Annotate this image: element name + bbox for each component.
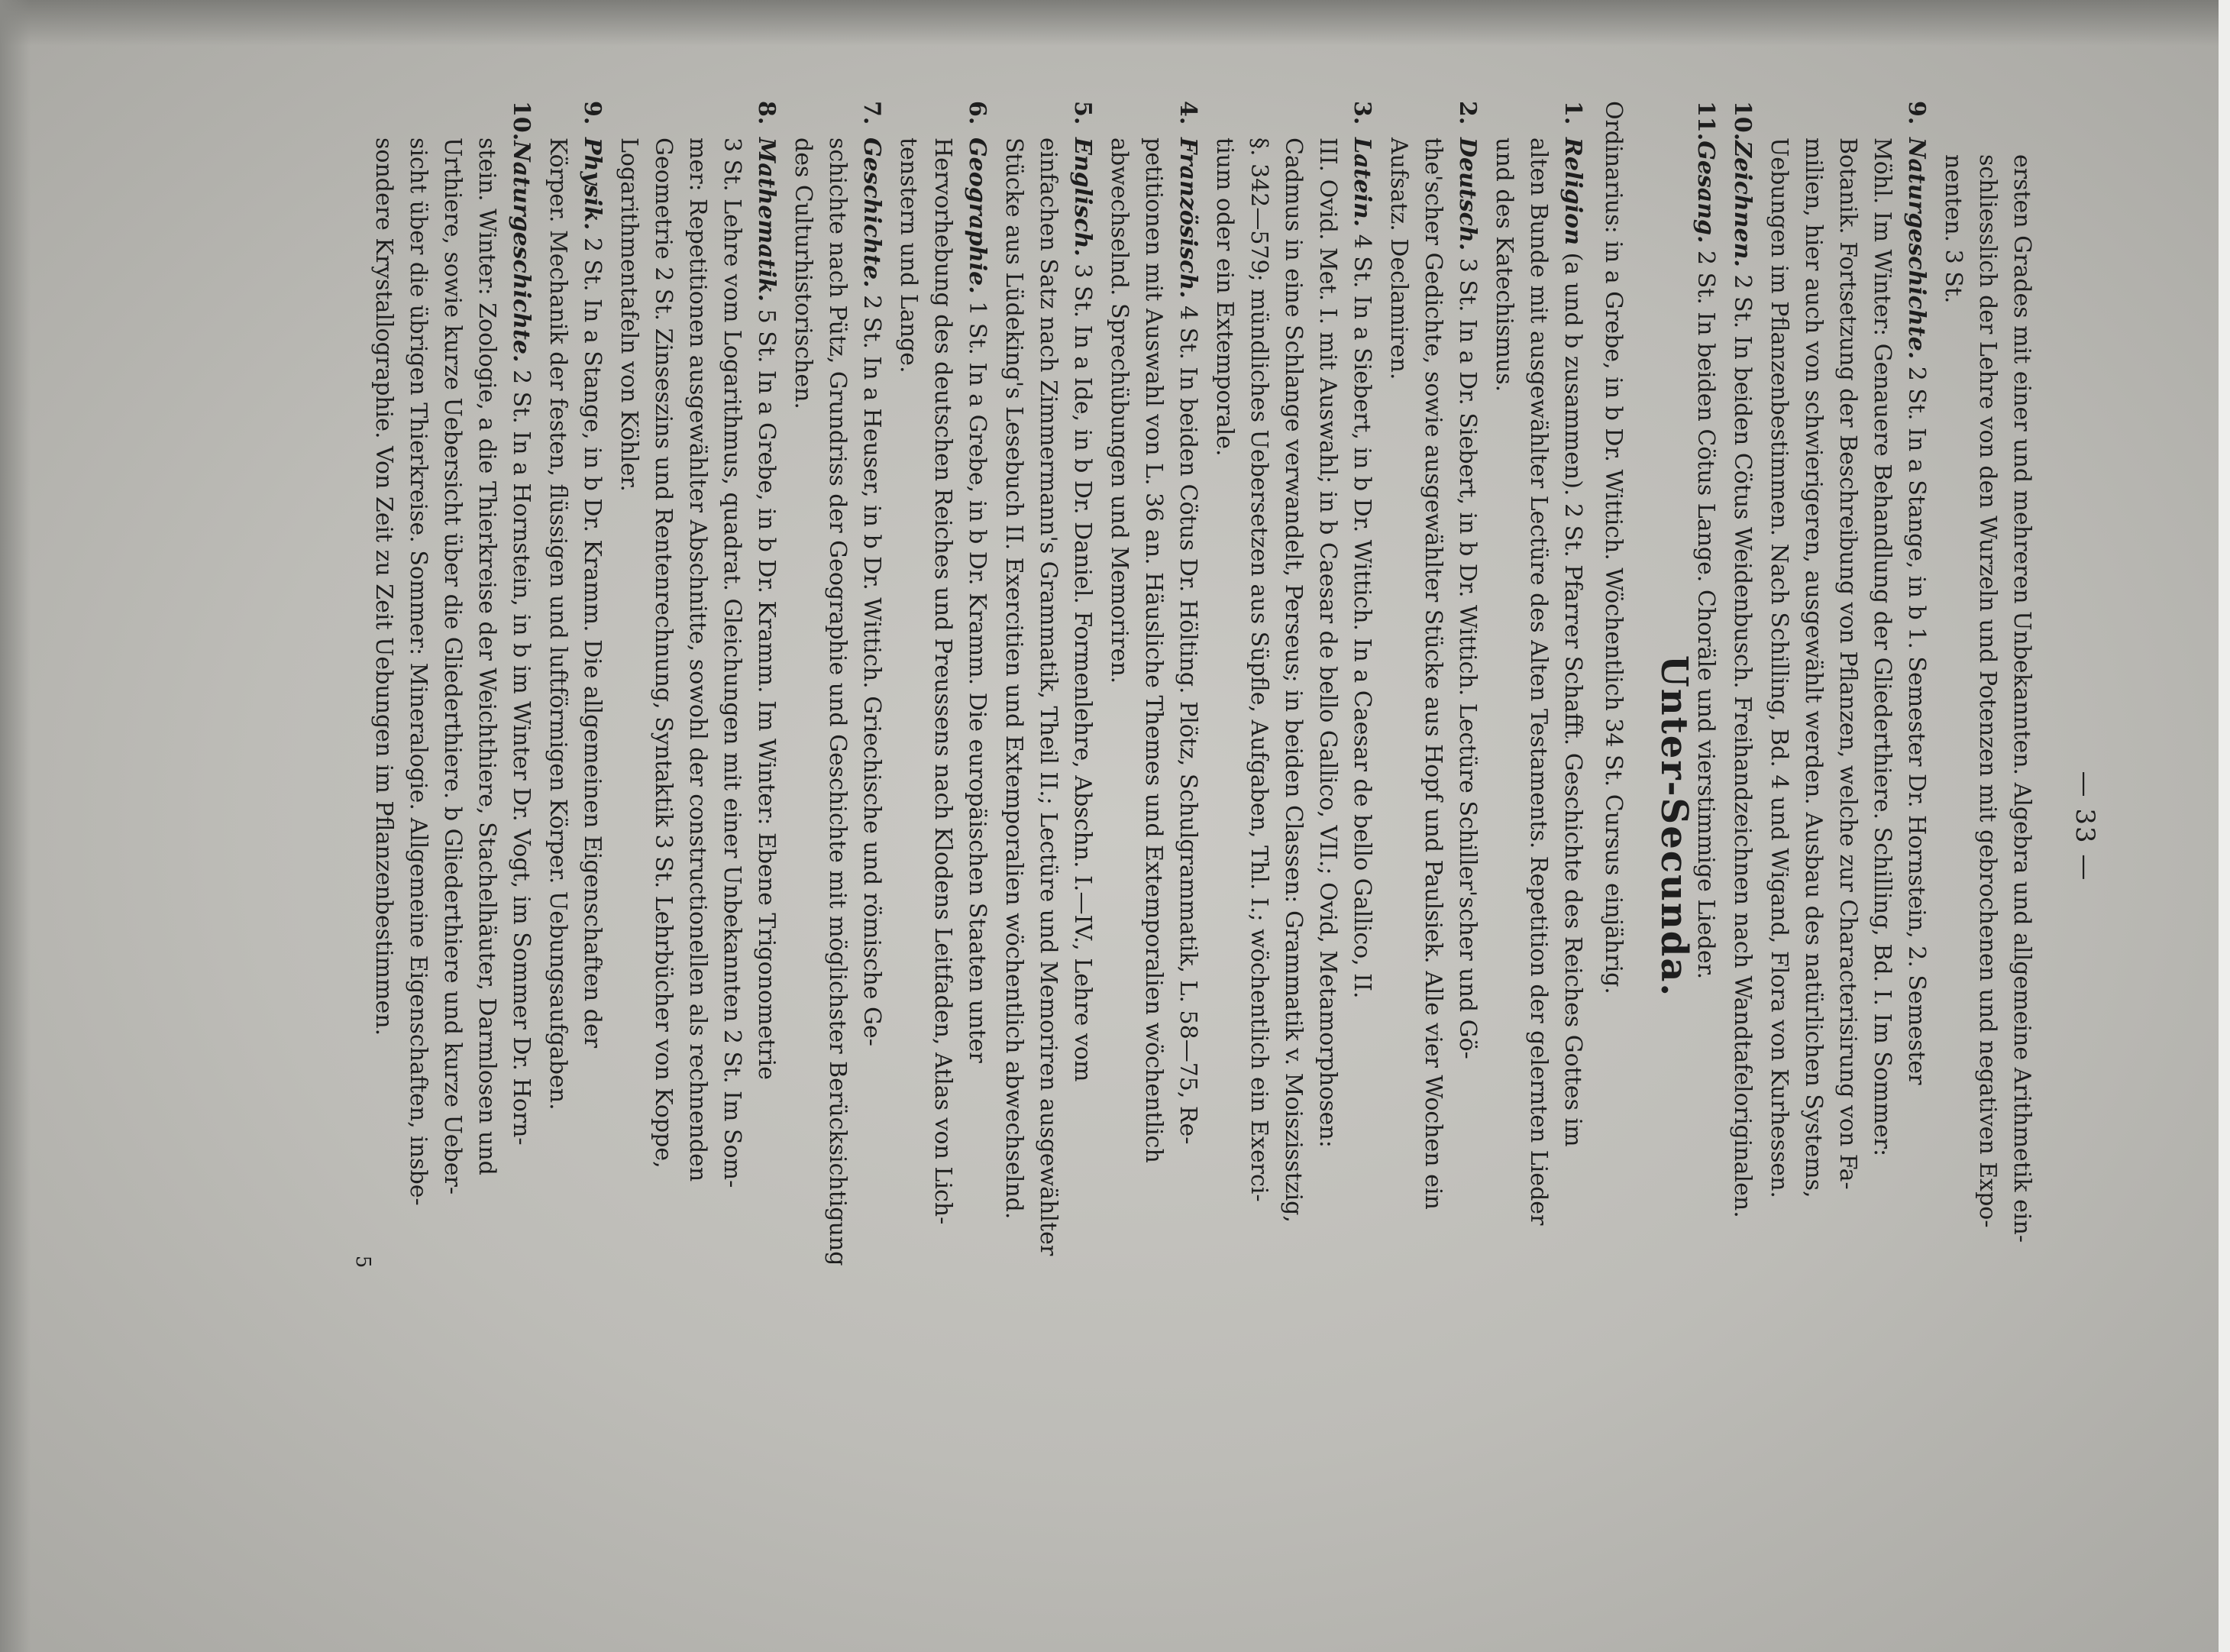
subject-number: 4. bbox=[1175, 101, 1201, 125]
intro-line: ersten Grades mit einer und mehreren Unbekannten. Algebra und allgemeine Arithmetik ein- bbox=[2009, 154, 2035, 1243]
subject-text: 2 St. In a Heuser, in b Dr. Wittich. Griechische und römische Ge- bbox=[858, 295, 885, 1046]
subject-line bbox=[960, 101, 994, 1552]
subject-entry bbox=[1382, 101, 1485, 1552]
subject-entry bbox=[541, 101, 609, 1552]
subject-text: 1 St. In a Grebe, in b Dr. Kramm. Die europäischen Staaten unter bbox=[964, 301, 991, 1063]
subject-line: §. 342—579; mündliches Uebersetzen aus Süpfle, Aufgaben, Thl. I.; wöchentlich ein Exerci- bbox=[1246, 137, 1272, 1202]
subject-line: Urthiere, sowie kurze Uebersicht über die Gliederthiere. b Gliederthiere und kurze Ueber- bbox=[439, 137, 466, 1195]
subject-line: Cadmus in eine Schlange verwandelt, Perseus; in beiden Classen: Grammatik v. Moiszisstzig, bbox=[1280, 137, 1307, 1223]
subject-line: mer: Repetitionen ausgewählter Abschnitte, sowohl der constructionellen als rechnenden bbox=[684, 137, 711, 1182]
rotated-document-page bbox=[61, 47, 2169, 1605]
subject-text: 2 St. In beiden Cötus Weidenbusch. Freihandzeichnen nach Wandtafeloriginalen. bbox=[1729, 274, 1756, 1218]
subject-text: 4 St. In a Siebert, in b Dr. Wittich. In a Caesar de bello Gallico, II. bbox=[1349, 234, 1375, 999]
subject-line bbox=[1899, 101, 1934, 1552]
scan-left-shadow bbox=[0, 0, 31, 1652]
subject-name: Französisch. bbox=[1175, 137, 1201, 299]
page-number: — 33 — bbox=[2070, 771, 2100, 882]
subject-line: stein. Winter: Zoologie, a die Thierkreise der Weichthiere, Stachelhäuter, Darmlosen und bbox=[473, 137, 500, 1175]
subject-line bbox=[1556, 101, 1590, 1552]
subject-text: 3 St. In a Dr. Siebert, in b Dr. Wittich. Lectüre Schiller'scher und Gö- bbox=[1454, 257, 1481, 1059]
scan-top-shadow bbox=[0, 0, 2230, 46]
subject-line: Hervorhebung des deutschen Reiches und Preussens nach Klodens Leitfaden, Atlas von Lich- bbox=[929, 137, 956, 1225]
subject-entry bbox=[997, 101, 1100, 1552]
subject-number: 5. bbox=[1069, 101, 1096, 125]
subject-entry bbox=[1725, 101, 1760, 1552]
subject-number: 7. bbox=[858, 101, 885, 125]
subject-line: alten Bunde mit ausgewählter Lectüre des Alten Testaments. Repetition der gelernten Lieder bbox=[1525, 137, 1552, 1226]
subject-number: 9. bbox=[1903, 101, 1930, 125]
intro-block bbox=[1936, 101, 2039, 1552]
subject-text: 2 St. In a Hornstein, in b im Winter Dr. Vogt, im Sommer Dr. Horn- bbox=[508, 369, 535, 1146]
subject-name: Geographie. bbox=[964, 137, 991, 294]
lower-section-list bbox=[367, 101, 1592, 1552]
subject-line: abwechselnd. Sprechübungen und Memoriren. bbox=[1106, 137, 1133, 684]
subject-number: 10. bbox=[1729, 101, 1756, 141]
subject-line: milien, hier auch von schwierigeren, ausgewählt werden. Ausbau des natürlichen Systems, bbox=[1800, 137, 1827, 1198]
subject-line bbox=[1065, 101, 1100, 1552]
subject-entry bbox=[786, 101, 889, 1552]
subject-entry bbox=[612, 101, 784, 1552]
subject-text: 3 St. In a Ide, in b Dr. Daniel. Formenlehre, Abschn. I.—IV., Lehre vom bbox=[1069, 263, 1096, 1082]
subject-number: 3. bbox=[1349, 101, 1375, 125]
subject-name: Naturgeschichte. bbox=[1903, 137, 1930, 360]
subject-line: the'scher Gedichte, sowie ausgewählter Stücke aus Hopf und Paulsiek. Alle vier Wochen ein bbox=[1420, 137, 1446, 1210]
subject-text: 2 St. In a Stange, in b Dr. Kramm. Die allgemeinen Eigenschaften der bbox=[579, 237, 606, 1049]
subject-line bbox=[1171, 101, 1205, 1552]
subject-line bbox=[1725, 101, 1760, 1552]
subject-number: 2. bbox=[1454, 101, 1481, 125]
subject-name: Latein. bbox=[1349, 137, 1375, 228]
subject-entry bbox=[891, 101, 994, 1552]
subject-text: 2 St. In a Stange, in b 1. Semester Dr. Hornstein, 2. Semester bbox=[1903, 366, 1930, 1085]
intro-line: schliesslich der Lehre von den Wurzeln und Potenzen mit gebrochenen und negativen Expo- bbox=[1974, 154, 2001, 1228]
subject-entry bbox=[1207, 101, 1379, 1552]
subject-number: 9. bbox=[579, 101, 606, 125]
subject-line: Aufsatz. Declamiren. bbox=[1385, 137, 1412, 380]
subject-name: Physik. bbox=[579, 137, 606, 231]
upper-section-list bbox=[1689, 101, 1936, 1552]
subject-entry bbox=[1487, 101, 1590, 1552]
subject-line: Geometrie 2 St. Zinseszins und Rentenrechnung, Syntaktik 3 St. Lehrbücher von Koppe, bbox=[650, 137, 677, 1169]
subject-text: 5 St. In a Grebe, in b Dr. Kramm. Im Winter: Ebene Trigonometrie bbox=[753, 309, 780, 1080]
scan-right-edge bbox=[2219, 0, 2230, 1652]
subject-line bbox=[1450, 101, 1485, 1552]
subject-name: Gesang. bbox=[1692, 141, 1719, 244]
subject-entry bbox=[367, 101, 538, 1552]
ordinarius-line: Ordinarius: in a Grebe, in b Dr. Wittich. Wöchentlich 34 St. Cursus einjährig. bbox=[1600, 101, 1627, 994]
subject-line: schichte nach Pütz, Grundriss der Geographie und Geschichte mit möglichster Berücksichtigung bbox=[824, 137, 851, 1266]
subject-name: Zeichnen. bbox=[1729, 141, 1756, 267]
subject-entry bbox=[1762, 101, 1934, 1552]
subject-line: Körper. Mechanik der festen, flüssigen und luftförmigen Körper. Uebungsaufgaben. bbox=[545, 137, 571, 1110]
subject-text: 4 St. In beiden Cötus Dr. Hölting. Plötz, Schulgrammatik, L. 58—75, Re- bbox=[1175, 306, 1201, 1145]
subject-text: (a und b zusammen). 2 St. Pfarrer Schafft. Geschichte des Reiches Gottes im bbox=[1559, 252, 1586, 1147]
subject-line: Logarithmentafeln von Köhler. bbox=[616, 137, 642, 492]
subject-line: und des Katechismus. bbox=[1491, 137, 1517, 393]
subject-line: einfachen Satz nach Zimmermann's Grammatik, Theil II.; Lectüre und Memoriren ausgewählter bbox=[1035, 137, 1062, 1256]
subject-line bbox=[1345, 101, 1379, 1552]
subject-line: tium oder ein Extemporale. bbox=[1211, 137, 1238, 457]
subject-line: Möhl. Im Winter: Genauere Behandlung der Gliederthiere. Schilling, Bd. I. Im Sommer: bbox=[1869, 137, 1896, 1157]
signature-mark: 5 bbox=[351, 1255, 374, 1269]
subject-number: 11. bbox=[1692, 101, 1719, 141]
subject-line: III. Ovid. Met. I. mit Auswahl; in b Caesar de bello Gallico, VII.; Ovid, Metamorphosen: bbox=[1314, 137, 1341, 1148]
subject-line bbox=[749, 101, 784, 1552]
subject-line: Botanik. Fortsetzung der Beschreibung von Pflanzen, welche zur Characterisirung von Fa- bbox=[1834, 137, 1861, 1190]
ordinarius-block bbox=[1596, 101, 1630, 1552]
subject-text: 2 St. In beiden Cötus Lange. Choräle und vierstimmige Lieder. bbox=[1692, 251, 1719, 980]
subject-line: 3 St. Lehre vom Logarithmus, quadrat. Gleichungen mit einer Unbekannten 2 St. Im Som- bbox=[719, 137, 745, 1188]
subject-number: 6. bbox=[964, 101, 991, 125]
subject-line: Uebungen im Pflanzenbestimmen. Nach Schilling, Bd. 4 und Wigand, Flora von Kurhessen. bbox=[1766, 137, 1792, 1198]
subject-line: petitionen mit Auswahl von L. 36 an. Häusliche Themes und Extemporalien wöchentlich bbox=[1140, 137, 1167, 1163]
subject-line bbox=[504, 101, 538, 1552]
subject-name: Deutsch. bbox=[1454, 137, 1481, 251]
subject-number: 10. bbox=[508, 101, 535, 141]
subject-line: Stücke aus Lüdeking's Lesebuch II. Exercitien und Extemporalien wöchentlich abwechselnd. bbox=[1000, 137, 1027, 1220]
subject-name: Englisch. bbox=[1069, 137, 1096, 257]
subject-line bbox=[855, 101, 889, 1552]
subject-entry bbox=[1102, 101, 1205, 1552]
section-heading: Unter-Secunda. bbox=[1653, 655, 1695, 998]
subject-name: Geschichte. bbox=[858, 137, 885, 288]
subject-number: 1. bbox=[1559, 101, 1586, 125]
subject-line bbox=[575, 101, 609, 1552]
subject-name: Religion bbox=[1559, 137, 1586, 246]
subject-name: Mathematik. bbox=[753, 137, 780, 302]
subject-line: des Culturhistorischen. bbox=[790, 137, 816, 409]
subject-number: 8. bbox=[753, 101, 780, 125]
intro-line: nenten. 3 St. bbox=[1940, 154, 1967, 304]
subject-line: sicht über die übrigen Thierkreise. Sommer: Mineralogie. Allgemeine Eigenschaften, insbe- bbox=[405, 137, 431, 1206]
subject-name: Naturgeschichte. bbox=[508, 141, 535, 363]
subject-line: sondere Krystallographie. Von Zeit zu Zeit Uebungen im Pflanzenbestimmen. bbox=[370, 137, 397, 1036]
subject-line: tenstern und Lange. bbox=[895, 137, 922, 373]
